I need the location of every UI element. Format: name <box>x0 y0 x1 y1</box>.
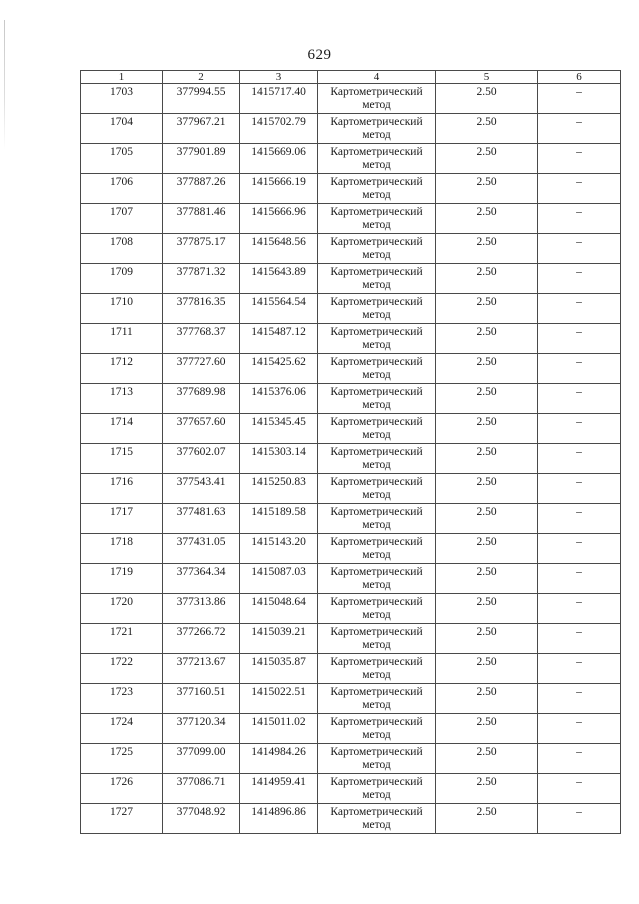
point-number-cell: 1720 <box>81 594 163 624</box>
point-number-cell: 1708 <box>81 234 163 264</box>
x-coordinate-cell: 377160.51 <box>163 684 240 714</box>
point-number-cell: 1711 <box>81 324 163 354</box>
method-cell <box>318 804 436 834</box>
accuracy-cell: 2.50 <box>436 444 538 474</box>
table-row <box>81 414 621 444</box>
y-coordinate-cell: 1414959.41 <box>240 774 318 804</box>
method-cell <box>318 204 436 234</box>
x-coordinate-cell: 377901.89 <box>163 144 240 174</box>
method-line-2: метод <box>362 219 391 231</box>
table-row <box>81 144 621 174</box>
method-line-1: Картометрический <box>330 656 423 668</box>
point-number-cell: 1721 <box>81 624 163 654</box>
table-body <box>81 84 621 834</box>
method-line-1: Картометрический <box>330 146 423 158</box>
point-number-cell: 1726 <box>81 774 163 804</box>
method-line-1: Картометрический <box>330 476 423 488</box>
y-coordinate-cell: 1415669.06 <box>240 144 318 174</box>
y-coordinate-cell: 1415717.40 <box>240 84 318 114</box>
method-cell <box>318 744 436 774</box>
accuracy-cell: 2.50 <box>436 714 538 744</box>
accuracy-cell: 2.50 <box>436 174 538 204</box>
y-coordinate-cell: 1415666.19 <box>240 174 318 204</box>
method-cell <box>318 114 436 144</box>
method-line-2: метод <box>362 369 391 381</box>
point-number-cell: 1709 <box>81 264 163 294</box>
x-coordinate-cell: 377875.17 <box>163 234 240 264</box>
method-cell <box>318 174 436 204</box>
note-cell: – <box>538 534 621 564</box>
note-cell: – <box>538 474 621 504</box>
method-cell <box>318 84 436 114</box>
y-coordinate-cell: 1415702.79 <box>240 114 318 144</box>
method-line-2: метод <box>362 249 391 261</box>
point-number-cell: 1719 <box>81 564 163 594</box>
accuracy-cell: 2.50 <box>436 504 538 534</box>
x-coordinate-cell: 377727.60 <box>163 354 240 384</box>
method-cell <box>318 474 436 504</box>
x-coordinate-cell: 377481.63 <box>163 504 240 534</box>
x-coordinate-cell: 377881.46 <box>163 204 240 234</box>
x-coordinate-cell: 377266.72 <box>163 624 240 654</box>
note-cell: – <box>538 654 621 684</box>
method-line-2: метод <box>362 639 391 651</box>
note-cell: – <box>538 684 621 714</box>
note-cell: – <box>538 144 621 174</box>
method-line-1: Картометрический <box>330 206 423 218</box>
method-line-2: метод <box>362 309 391 321</box>
note-cell: – <box>538 234 621 264</box>
point-number-cell: 1722 <box>81 654 163 684</box>
note-cell: – <box>538 354 621 384</box>
x-coordinate-cell: 377816.35 <box>163 294 240 324</box>
point-number-cell: 1704 <box>81 114 163 144</box>
method-cell <box>318 384 436 414</box>
column-header-4: 4 <box>318 71 436 84</box>
method-line-1: Картометрический <box>330 326 423 338</box>
column-header-5: 5 <box>436 71 538 84</box>
method-line-2: метод <box>362 609 391 621</box>
method-line-2: метод <box>362 729 391 741</box>
method-line-2: метод <box>362 669 391 681</box>
method-cell <box>318 414 436 444</box>
method-line-1: Картометрический <box>330 566 423 578</box>
method-line-1: Картометрический <box>330 686 423 698</box>
method-line-2: метод <box>362 819 391 831</box>
y-coordinate-cell: 1415011.02 <box>240 714 318 744</box>
point-number-cell: 1717 <box>81 504 163 534</box>
table-row <box>81 84 621 114</box>
y-coordinate-cell: 1415487.12 <box>240 324 318 354</box>
accuracy-cell: 2.50 <box>436 564 538 594</box>
accuracy-cell: 2.50 <box>436 474 538 504</box>
method-line-2: метод <box>362 699 391 711</box>
x-coordinate-cell: 377086.71 <box>163 774 240 804</box>
table-row <box>81 114 621 144</box>
x-coordinate-cell: 377768.37 <box>163 324 240 354</box>
method-line-1: Картометрический <box>330 176 423 188</box>
method-line-2: метод <box>362 339 391 351</box>
y-coordinate-cell: 1414896.86 <box>240 804 318 834</box>
y-coordinate-cell: 1415643.89 <box>240 264 318 294</box>
header-row <box>81 71 621 84</box>
table-row <box>81 444 621 474</box>
method-cell <box>318 354 436 384</box>
accuracy-cell: 2.50 <box>436 114 538 144</box>
table-row <box>81 324 621 354</box>
note-cell: – <box>538 624 621 654</box>
method-cell <box>318 564 436 594</box>
table-row <box>81 234 621 264</box>
method-cell <box>318 654 436 684</box>
method-cell <box>318 324 436 354</box>
point-number-cell: 1714 <box>81 414 163 444</box>
table-row <box>81 774 621 804</box>
point-number-cell: 1715 <box>81 444 163 474</box>
method-line-2: метод <box>362 99 391 111</box>
page-number: 629 <box>307 47 332 63</box>
accuracy-cell: 2.50 <box>436 534 538 564</box>
y-coordinate-cell: 1414984.26 <box>240 744 318 774</box>
accuracy-cell: 2.50 <box>436 144 538 174</box>
scan-edge-mark <box>4 20 5 150</box>
method-cell <box>318 594 436 624</box>
method-line-1: Картометрический <box>330 116 423 128</box>
y-coordinate-cell: 1415039.21 <box>240 624 318 654</box>
table-row <box>81 804 621 834</box>
method-line-1: Картометрический <box>330 416 423 428</box>
accuracy-cell: 2.50 <box>436 204 538 234</box>
accuracy-cell: 2.50 <box>436 414 538 444</box>
method-line-2: метод <box>362 519 391 531</box>
accuracy-cell: 2.50 <box>436 624 538 654</box>
table-header <box>81 71 621 84</box>
point-number-cell: 1724 <box>81 714 163 744</box>
accuracy-cell: 2.50 <box>436 684 538 714</box>
accuracy-cell: 2.50 <box>436 774 538 804</box>
method-line-2: метод <box>362 759 391 771</box>
point-number-cell: 1713 <box>81 384 163 414</box>
y-coordinate-cell: 1415648.56 <box>240 234 318 264</box>
accuracy-cell: 2.50 <box>436 294 538 324</box>
method-line-1: Картометрический <box>330 746 423 758</box>
method-cell <box>318 144 436 174</box>
accuracy-cell: 2.50 <box>436 804 538 834</box>
table-row <box>81 474 621 504</box>
method-cell <box>318 774 436 804</box>
table-row <box>81 534 621 564</box>
method-cell <box>318 684 436 714</box>
x-coordinate-cell: 377543.41 <box>163 474 240 504</box>
y-coordinate-cell: 1415303.14 <box>240 444 318 474</box>
x-coordinate-cell: 377431.05 <box>163 534 240 564</box>
method-line-2: метод <box>362 789 391 801</box>
column-header-6: 6 <box>538 71 621 84</box>
point-number-cell: 1727 <box>81 804 163 834</box>
table-row <box>81 294 621 324</box>
table-row <box>81 504 621 534</box>
accuracy-cell: 2.50 <box>436 354 538 384</box>
table-row <box>81 204 621 234</box>
x-coordinate-cell: 377887.26 <box>163 174 240 204</box>
table-row <box>81 354 621 384</box>
method-line-2: метод <box>362 189 391 201</box>
method-line-1: Картометрический <box>330 296 423 308</box>
note-cell: – <box>538 114 621 144</box>
y-coordinate-cell: 1415022.51 <box>240 684 318 714</box>
method-cell <box>318 264 436 294</box>
method-cell <box>318 444 436 474</box>
x-coordinate-cell: 377657.60 <box>163 414 240 444</box>
accuracy-cell: 2.50 <box>436 594 538 624</box>
column-header-1: 1 <box>81 71 163 84</box>
accuracy-cell: 2.50 <box>436 264 538 294</box>
table-row <box>81 744 621 774</box>
column-header-3: 3 <box>240 71 318 84</box>
coordinates-table <box>80 70 621 834</box>
method-line-1: Картометрический <box>330 266 423 278</box>
note-cell: – <box>538 594 621 624</box>
y-coordinate-cell: 1415035.87 <box>240 654 318 684</box>
note-cell: – <box>538 504 621 534</box>
x-coordinate-cell: 377364.34 <box>163 564 240 594</box>
accuracy-cell: 2.50 <box>436 384 538 414</box>
point-number-cell: 1718 <box>81 534 163 564</box>
table-row <box>81 174 621 204</box>
x-coordinate-cell: 377689.98 <box>163 384 240 414</box>
method-line-1: Картометрический <box>330 536 423 548</box>
column-header-2: 2 <box>163 71 240 84</box>
y-coordinate-cell: 1415087.03 <box>240 564 318 594</box>
x-coordinate-cell: 377967.21 <box>163 114 240 144</box>
table-row <box>81 264 621 294</box>
point-number-cell: 1723 <box>81 684 163 714</box>
method-cell <box>318 534 436 564</box>
y-coordinate-cell: 1415143.20 <box>240 534 318 564</box>
method-line-1: Картометрический <box>330 86 423 98</box>
method-line-2: метод <box>362 159 391 171</box>
method-line-1: Картометрический <box>330 626 423 638</box>
method-cell <box>318 234 436 264</box>
method-line-2: метод <box>362 489 391 501</box>
point-number-cell: 1712 <box>81 354 163 384</box>
method-cell <box>318 294 436 324</box>
method-line-2: метод <box>362 399 391 411</box>
y-coordinate-cell: 1415189.58 <box>240 504 318 534</box>
accuracy-cell: 2.50 <box>436 84 538 114</box>
y-coordinate-cell: 1415376.06 <box>240 384 318 414</box>
method-line-1: Картометрический <box>330 806 423 818</box>
note-cell: – <box>538 444 621 474</box>
x-coordinate-cell: 377120.34 <box>163 714 240 744</box>
method-line-2: метод <box>362 429 391 441</box>
method-line-1: Картометрический <box>330 776 423 788</box>
accuracy-cell: 2.50 <box>436 654 538 684</box>
point-number-cell: 1710 <box>81 294 163 324</box>
method-line-1: Картометрический <box>330 506 423 518</box>
note-cell: – <box>538 384 621 414</box>
accuracy-cell: 2.50 <box>436 744 538 774</box>
note-cell: – <box>538 84 621 114</box>
note-cell: – <box>538 744 621 774</box>
method-cell <box>318 504 436 534</box>
x-coordinate-cell: 377602.07 <box>163 444 240 474</box>
method-line-2: метод <box>362 579 391 591</box>
method-line-2: метод <box>362 549 391 561</box>
y-coordinate-cell: 1415666.96 <box>240 204 318 234</box>
method-cell <box>318 624 436 654</box>
x-coordinate-cell: 377994.55 <box>163 84 240 114</box>
table-row <box>81 624 621 654</box>
method-line-1: Картометрический <box>330 596 423 608</box>
method-line-2: метод <box>362 279 391 291</box>
point-number-cell: 1705 <box>81 144 163 174</box>
x-coordinate-cell: 377099.00 <box>163 744 240 774</box>
method-line-1: Картометрический <box>330 716 423 728</box>
note-cell: – <box>538 774 621 804</box>
point-number-cell: 1707 <box>81 204 163 234</box>
accuracy-cell: 2.50 <box>436 324 538 354</box>
note-cell: – <box>538 204 621 234</box>
table-row <box>81 654 621 684</box>
method-line-1: Картометрический <box>330 386 423 398</box>
point-number-cell: 1716 <box>81 474 163 504</box>
table-row <box>81 684 621 714</box>
note-cell: – <box>538 414 621 444</box>
table-row <box>81 714 621 744</box>
note-cell: – <box>538 714 621 744</box>
y-coordinate-cell: 1415345.45 <box>240 414 318 444</box>
x-coordinate-cell: 377048.92 <box>163 804 240 834</box>
method-line-2: метод <box>362 129 391 141</box>
x-coordinate-cell: 377313.86 <box>163 594 240 624</box>
y-coordinate-cell: 1415250.83 <box>240 474 318 504</box>
method-line-1: Картометрический <box>330 356 423 368</box>
table-row <box>81 594 621 624</box>
point-number-cell: 1706 <box>81 174 163 204</box>
note-cell: – <box>538 324 621 354</box>
method-line-1: Картометрический <box>330 446 423 458</box>
table-row <box>81 564 621 594</box>
table-row <box>81 384 621 414</box>
note-cell: – <box>538 294 621 324</box>
note-cell: – <box>538 174 621 204</box>
method-cell <box>318 714 436 744</box>
x-coordinate-cell: 377871.32 <box>163 264 240 294</box>
note-cell: – <box>538 564 621 594</box>
y-coordinate-cell: 1415048.64 <box>240 594 318 624</box>
method-line-2: метод <box>362 459 391 471</box>
accuracy-cell: 2.50 <box>436 234 538 264</box>
point-number-cell: 1703 <box>81 84 163 114</box>
note-cell: – <box>538 804 621 834</box>
note-cell: – <box>538 264 621 294</box>
point-number-cell: 1725 <box>81 744 163 774</box>
x-coordinate-cell: 377213.67 <box>163 654 240 684</box>
method-line-1: Картометрический <box>330 236 423 248</box>
y-coordinate-cell: 1415564.54 <box>240 294 318 324</box>
y-coordinate-cell: 1415425.62 <box>240 354 318 384</box>
